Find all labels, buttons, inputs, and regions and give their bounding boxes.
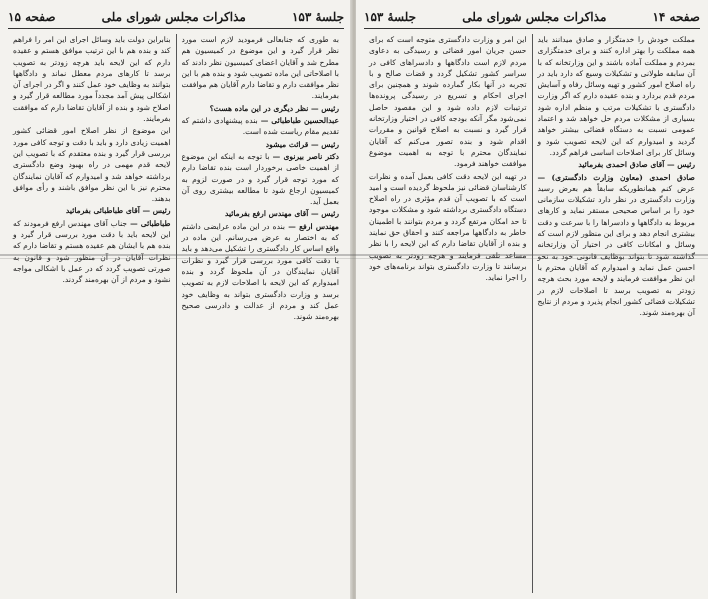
left-page-header <box>8 6 344 29</box>
paragraph-text: در تهیه این لایحه دقت کافی بعمل آمده و نظرات کارشناسان قضائی نیز ملحوظ گردیده است و امید است که با تصویب آن قدم مؤثری در راه اصلاح دستگاه دادگستری برداشته شود و مشکلات موجود تا حد امکان مرتفع گردد و مردم بتوانند با اطمینان خاطر به دادگاهها مراجعه کنند و احقاق حق نمایند و بنده از آقایان تقاضا دارم که این لایحه را با نظر مساعد تلقی فرمایند و هرچه زودتر به تصویب برسانند تا وزارت دادگستری بتواند برنامه‌های خود را اجرا نماید. <box>369 171 527 283</box>
paragraph-text: بنده پیشنهادی داشتم که تقدیم مقام ریاست شده است. <box>181 116 339 137</box>
left-page-columns <box>8 34 344 593</box>
paragraph-text: عرض کنم همانطوریکه سابقاً هم بعرض رسید وزارت دادگستری در نظر دارد تشکیلات سازمانی خود را بر اساس صحیحی مستقر نماید و کارهای مربوط به دادگاهها و دادسراها را با سرعت و دقت بیشتری انجام دهد و برای این منظور لازم است که وسائل و امکانات کافی در اختیار آن وزارتخانه گذاشته شود تا بتواند بوظایف قانونی خود به نحو احسن عمل نماید و امیدوارم که آقایان محترم با این نظر موافقت فرمایند و لایحه مورد بحث هرچه زودتر به تصویب برسد تا اصلاحات لازم در تشکیلات قضائی کشور انجام پذیرد و مردم از نتایج آن بهره‌مند شوند. <box>537 183 695 318</box>
left-page <box>0 0 352 599</box>
paragraph-text: بنده در این ماده عرایضی داشتم که به اختصار به عرض می‌رسانم. این ماده در واقع اساس کار دادگستری را تشکیل می‌دهد و باید با دقت کافی مورد بررسی قرار گیرد و نظرات آقایان نمایندگان در آن ملحوظ گردد و بنده امیدوارم که این لایحه با اصلاحات لازم به تصویب برسد و وزارت دادگستری بتواند به وظایف خود عمل کند و مردم از عدالت و دادرسی صحیح بهره‌مند شوند. <box>181 221 339 322</box>
speaker-name: رئیس — آقای صادق احمدی بفرمائید <box>578 160 695 170</box>
paragraph <box>538 172 696 319</box>
left-session-label: جلسهٔ ۱۵۳ <box>291 10 344 24</box>
speaker-name: رئیس — قرائت میشود <box>265 139 339 149</box>
left-column-left <box>8 34 177 593</box>
right-header-title: مذاکرات مجلس شورای ملی <box>462 10 607 24</box>
paragraph <box>182 151 340 207</box>
paragraph <box>182 103 340 114</box>
paragraph <box>13 205 171 216</box>
paragraph <box>182 34 340 102</box>
paragraph <box>13 218 171 286</box>
right-column-right <box>533 34 701 593</box>
right-page-number: صفحه ۱۴ <box>652 10 700 24</box>
speaker-name: صادق احمدی (معاون وزارت دادگستری) — <box>537 172 695 182</box>
paper-fold-shadow <box>0 258 708 259</box>
right-page <box>356 0 708 599</box>
paragraph-text: مملکت خودش را خدمتگزار و صادق میدانند باید همه مملکت را بهتر اداره کنند و برای خدمتگزاری بمردم و مملکت آماده باشند و این وزارتخانه که با آن سابقه طولانی و تشکیلات وسیع که دارد باید در راه اصلاح امور کشور و تهیه وسائل رفاه و آسایش مردم قدم بردارد و بنده عقیده دارم که اگر وزارت دادگستری با تشکیلات مرتب و منظم اداره شود بسیاری از مشکلات مردم حل خواهد شد و اعتماد عمومی نسبت به دستگاه قضائی بیشتر خواهد گردید و امیدوارم که این لایحه تصویب شود و وسائل کار برای اصلاحات اساسی فراهم گردد. <box>537 35 695 157</box>
right-page-header <box>364 6 700 29</box>
left-page-number: صفحه ۱۵ <box>8 10 56 24</box>
paragraph-text: جناب آقای مهندس ارفع فرمودند که این لایحه باید با دقت مورد بررسی قرار گیرد و بنده هم با ایشان هم عقیده هستم و تقاضا دارم که نظرات آقایان در آن منظور شود و قانون به صورتی تصویب گردد که در عمل با اشکالی مواجه نشود و مردم از آن بهره‌مند گردند. <box>13 218 171 285</box>
paragraph <box>538 159 696 170</box>
paragraph <box>182 139 340 150</box>
speaker-name: دکتر ناصر بیرنوی — <box>269 151 339 161</box>
paper-fold-line <box>0 254 708 256</box>
paragraph <box>13 125 171 204</box>
paragraph-text: با توجه به اینکه این موضوع از اهمیت خاصی برخوردار است بنده تقاضا دارم که مورد توجه قرار گیرد و در صورت لزوم به کمیسیون ارجاع شود تا مطالعه بیشتری روی آن بعمل آید. <box>181 151 339 207</box>
speaker-name: رئیس — نظر دیگری در این ماده هست؟ <box>209 103 339 113</box>
paragraph-text: این موضوع از نظر اصلاح امور قضائی کشور اهمیت زیادی دارد و باید با دقت و توجه کافی مورد بررسی قرار گیرد و بنده معتقدم که با تصویب این لایحه قدم مهمی در راه بهبود وضع دادگستری برداشته خواهد شد و امیدوارم که آقایان نمایندگان محترم نیز با این نظر موافق باشند و رأی موافق بدهند. <box>13 126 171 204</box>
paragraph <box>538 34 696 158</box>
speaker-name: عبدالحسین طباطبائی — <box>257 116 340 126</box>
left-header-title: مذاکرات مجلس شورای ملی <box>101 10 246 24</box>
paragraph <box>182 208 340 219</box>
right-session-label: جلسهٔ ۱۵۳ <box>364 10 417 24</box>
right-column-left <box>364 34 533 593</box>
speaker-name: طباطبائی — <box>127 218 171 228</box>
right-page-columns <box>364 34 700 593</box>
speaker-name: رئیس — آقای طباطبائی بفرمائید <box>65 206 171 216</box>
paragraph <box>182 221 340 323</box>
paragraph <box>182 115 340 138</box>
paragraph-text: به طوری که جنابعالی فرمودید لازم است مورد نظر قرار گیرد و این موضوع در کمیسیون هم مطرح شد و آقایان اعضای کمیسیون نظر دادند که با اصلاحاتی این ماده تصویب شود و بنده هم با این نظر موافقت دارم و تقاضا دارم آقایان هم موافقت بفرمایند. <box>181 35 339 101</box>
paragraph-text: بنابراین دولت باید وسائل اجرای این امر را فراهم کند و بنده هم با این ترتیب موافق هستم و عقیده دارم که این لایحه باید هرچه زودتر به تصویب برسد تا کارهای مردم معطل نماند و دادگاهها بتوانند به وظایف خود عمل کنند و اگر در اجرای آن اشکالی پیش آمد مجدداً مورد مطالعه قرار گیرد و اصلاح شود و بنده از آقایان تقاضا دارم که موافقت بفرمایند. <box>13 35 171 124</box>
paragraph <box>13 34 171 124</box>
left-column-right <box>177 34 345 593</box>
speaker-name: مهندس ارفع — <box>284 221 339 231</box>
paragraph <box>369 34 527 170</box>
speaker-name: رئیس — آقای مهندس ارفع بفرمائید <box>224 209 339 219</box>
paragraph <box>369 171 527 284</box>
paragraph-text: این امر و وزارت دادگستری متوجه است که برای حسن جریان امور قضائی و رسیدگی به دعاوی مردم لازم است دادگاهها و دادسراهای کافی در سراسر کشور تشکیل گردد و قضات صالح و با تجربه در آنها بکار گمارده شوند و همچنین برای اجرای احکام و تسریع در رسیدگی پرونده‌ها ترتیبات لازم داده شود و این مقصود حاصل نمی‌شود مگر آنکه بودجه کافی در اختیار وزارتخانه قرار گیرد و نسبت به اصلاح قوانین و مقررات اقدام شود و بنده تصور می‌کنم که آقایان نمایندگان محترم با توجه به اهمیت موضوع موافقت خواهند فرمود. <box>369 35 527 169</box>
